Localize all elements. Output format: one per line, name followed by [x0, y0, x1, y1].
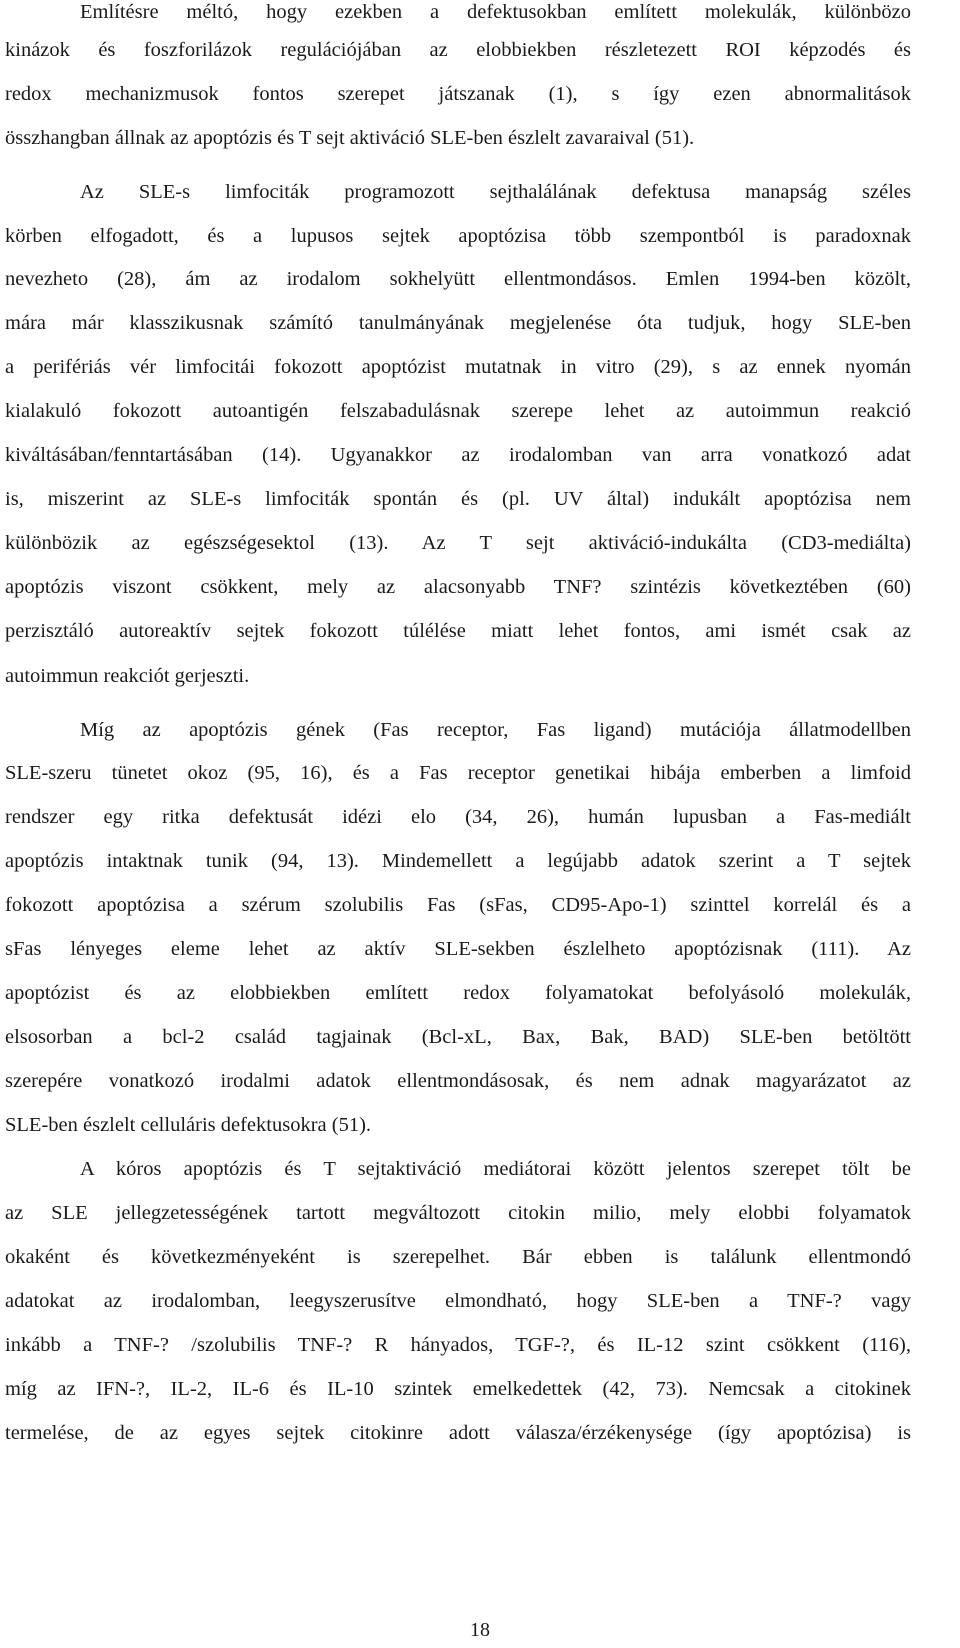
text-line: Az SLE-s limfociták programozott sejthalálának defektusa manapság széles [80, 181, 911, 203]
text-line: SLE-ben észlelt celluláris defektusokra (51). [5, 1114, 372, 1136]
text-line: az SLE jellegzetességének tartott megváltozott citokin milio, mely elobbi folyamatok [5, 1202, 911, 1224]
text-line: rendszer egy ritka defektusát idézi elo (34, 26), humán lupusban a Fas-mediált [5, 806, 911, 828]
text-line: apoptózist és az elobbiekben említett redox folyamatokat befolyásoló molekulák, [5, 982, 911, 1004]
text-line: szerepére vonatkozó irodalmi adatok ellentmondásosak, és nem adnak magyarázatot az [5, 1070, 911, 1092]
page-number: 18 [470, 1619, 490, 1641]
text-line: autoimmun reakciót gerjeszti. [5, 665, 250, 687]
text-line: Míg az apoptózis gének (Fas receptor, Fas ligand) mutációja állatmodellben [80, 719, 911, 741]
text-line: adatokat az irodalomban, leegyszerusítve elmondható, hogy SLE-ben a TNF-? vagy [5, 1290, 911, 1312]
text-line: okaként és következményeként is szerepelhet. Bár ebben is találunk ellentmondó [5, 1246, 911, 1268]
text-line: mára már klasszikusnak számító tanulmányának megjelenése óta tudjuk, hogy SLE-ben [5, 312, 911, 334]
text-line: is, miszerint az SLE-s limfociták spontán és (pl. UV által) indukált apoptózisa nem [5, 488, 911, 510]
text-line: kinázok és foszforilázok regulációjában az elobbiekben részletezett ROI képzodés és [5, 39, 911, 61]
text-line: Említésre méltó, hogy ezekben a defektusokban említett molekulák, különbözo [80, 1, 911, 23]
text-line: míg az IFN-?, IL-2, IL-6 és IL-10 szintek emelkedettek (42, 73). Nemcsak a citokinek [5, 1378, 911, 1400]
text-line: összhangban állnak az apoptózis és T sejt aktiváció SLE-ben észlelt zavaraival (51). [5, 127, 695, 149]
text-line: különbözik az egészségesektol (13). Az T sejt aktiváció-indukálta (CD3-mediálta) [5, 532, 911, 554]
text-line: a perifériás vér limfocitái fokozott apoptózist mutatnak in vitro (29), s az ennek nyomán [5, 356, 911, 378]
text-line: elsosorban a bcl-2 család tagjainak (Bcl-xL, Bax, Bak, BAD) SLE-ben betöltött [5, 1026, 911, 1048]
text-line: fokozott apoptózisa a szérum szolubilis Fas (sFas, CD95-Apo-1) szinttel korrelál és a [5, 894, 911, 916]
text-line: redox mechanizmusok fontos szerepet játszanak (1), s így ezen abnormalitások [5, 83, 911, 105]
text-line: sFas lényeges eleme lehet az aktív SLE-sekben észlelheto apoptózisnak (111). Az [5, 938, 911, 960]
text-line: nevezheto (28), ám az irodalom sokhelyütt ellentmondásos. Emlen 1994-ben közölt, [5, 268, 911, 290]
text-line: termelése, de az egyes sejtek citokinre adott válasza/érzékenysége (így apoptózisa) is [5, 1422, 911, 1444]
text-line: apoptózis intaktnak tunik (94, 13). Mindemellett a legújabb adatok szerint a T sejtek [5, 850, 911, 872]
text-line: SLE-szeru tünetet okoz (95, 16), és a Fas receptor genetikai hibája emberben a limfoid [5, 762, 911, 784]
text-line: kialakuló fokozott autoantigén felszabadulásnak szerepe lehet az autoimmun reakció [5, 400, 911, 422]
text-line: kiváltásában/fenntartásában (14). Ugyanakkor az irodalomban van arra vonatkozó adat [5, 444, 911, 466]
text-line: körben elfogadott, és a lupusos sejtek apoptózisa több szempontból is paradoxnak [5, 225, 911, 247]
text-line: inkább a TNF-? /szolubilis TNF-? R hányados, TGF-?, és IL-12 szint csökkent (116), [5, 1334, 911, 1356]
text-line: perzisztáló autoreaktív sejtek fokozott túlélése miatt lehet fontos, ami ismét csak az [5, 620, 911, 642]
text-line: A kóros apoptózis és T sejtaktiváció mediátorai között jelentos szerepet tölt be [80, 1158, 911, 1180]
text-line: apoptózis viszont csökkent, mely az alacsonyabb TNF? szintézis következtében (60) [5, 576, 911, 598]
